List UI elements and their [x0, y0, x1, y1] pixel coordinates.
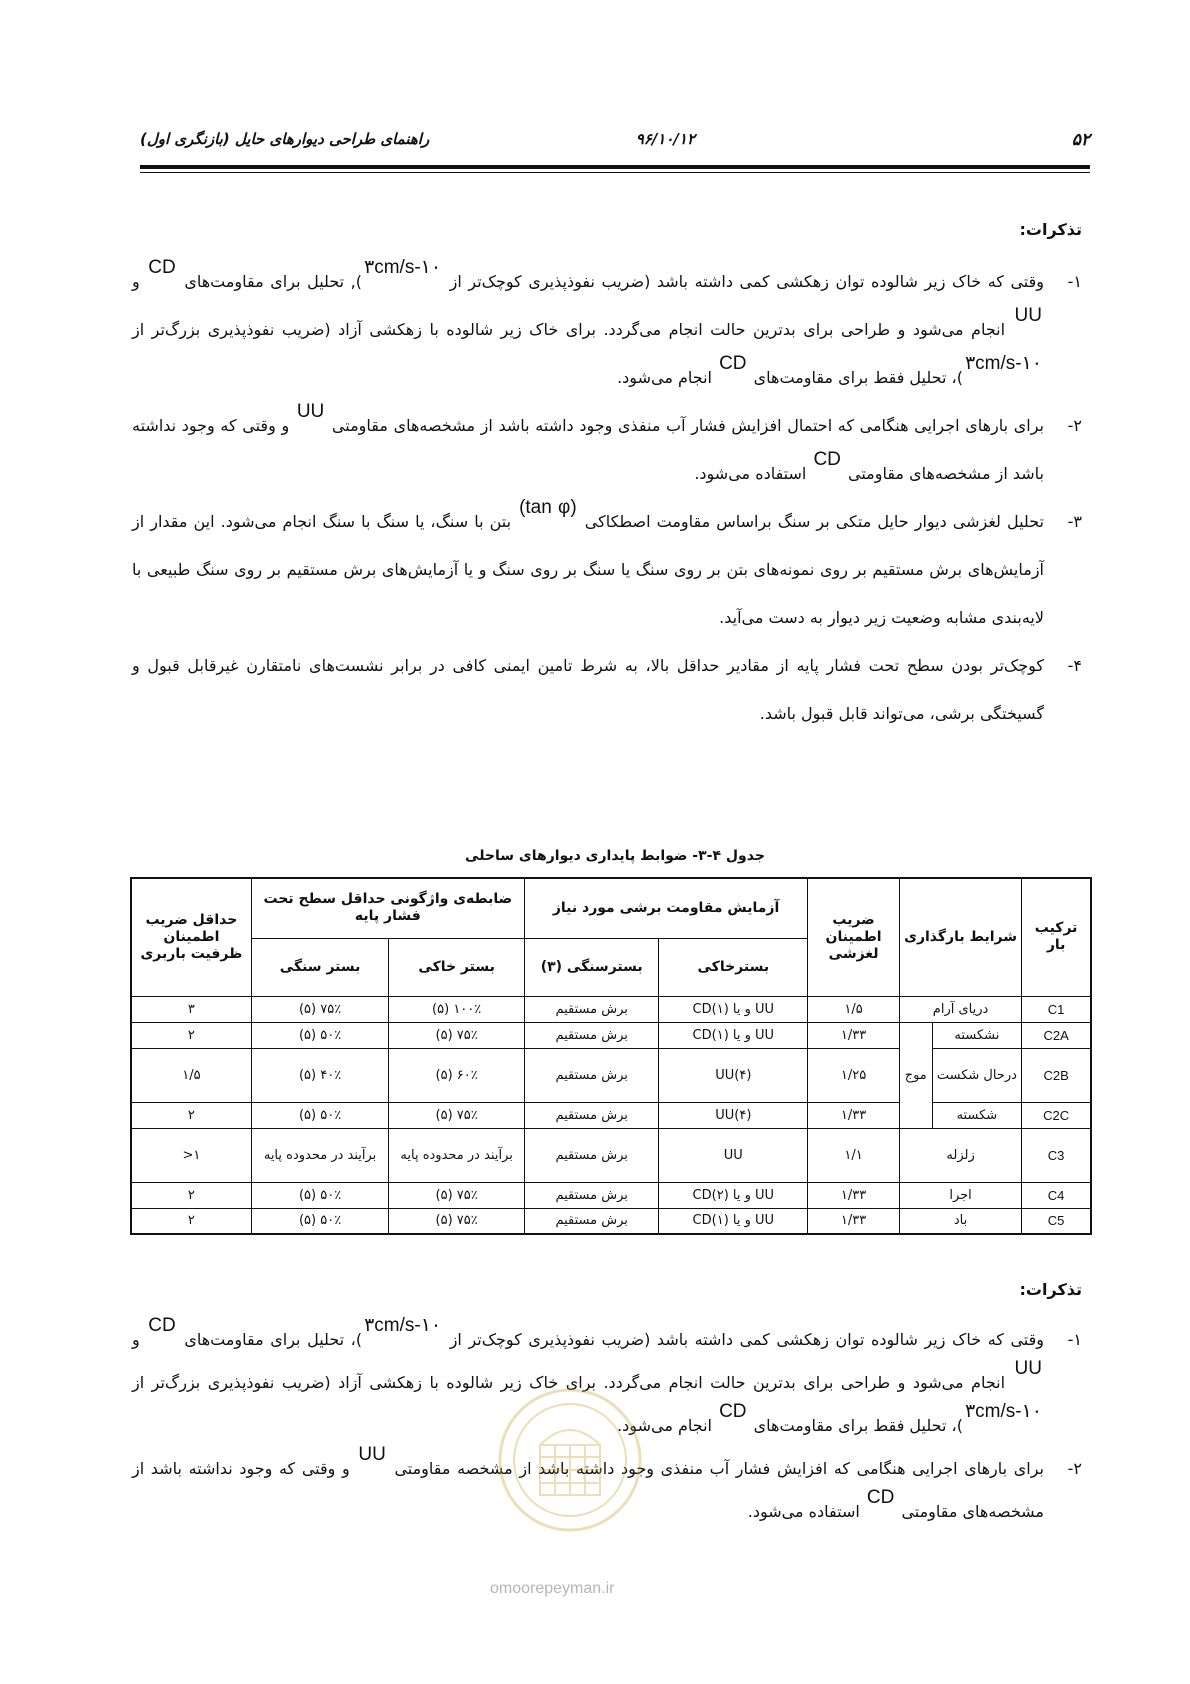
note-text: وقتی که خاک زیر شالوده توان زهکشی کمی داشته باشد (ضریب نفوذپذیری کوچک‌تر از	[443, 272, 1045, 291]
note-term: ۱۰-۳cm/s	[964, 1401, 1042, 1422]
note-text: کوچک‌تر بودن سطح تحت فشار پایه از مقادیر حداقل بالا، به شرط تامین ایمنی کافی در برابر نشست‌های نامتقارن غیرقابل قبول و گسیختگی برشی، می‌تواند قابل قبول باشد.	[132, 656, 1044, 723]
cell-condition: اجرا	[899, 1182, 1021, 1208]
cell-combo: C1	[1022, 996, 1091, 1022]
note-text: انجام می‌شود.	[617, 368, 718, 387]
cell-overturn-rock: ۷۵٪ (۵)	[251, 996, 389, 1022]
cell-overturn-soil: ۷۵٪ (۵)	[389, 1102, 525, 1128]
header-conditions: شرایط بارگذاری	[899, 878, 1021, 996]
header-rock-bed-2: بستر سنگی	[251, 938, 389, 996]
cell-bearing-fs: ۱<	[131, 1128, 251, 1182]
note-term: (tan φ)	[519, 497, 577, 518]
note-term: CD	[719, 1401, 747, 1422]
cell-overturn-rock: ۴۰٪ (۵)	[251, 1048, 389, 1102]
cell-rock-test: برش مستقیم	[524, 1102, 659, 1128]
header-title: راهنمای طراحی دیوارهای حایل (بازنگری اول)	[140, 130, 430, 148]
note-text: )، تحلیل فقط برای مقاومت‌های	[748, 368, 963, 387]
cell-overturn-soil: ۷۵٪ (۵)	[389, 1182, 525, 1208]
cell-combo: C5	[1022, 1208, 1091, 1234]
note-term: CD	[719, 353, 747, 374]
cell-slide-fs: ۱/۳۳	[808, 1022, 900, 1048]
header-soil-bed-2: بستر خاکی	[389, 938, 525, 996]
note-term: CD	[148, 257, 176, 278]
note-term: UU	[1014, 1358, 1042, 1379]
cell-bearing-fs: ۲	[131, 1182, 251, 1208]
cell-bearing-fs: ۳	[131, 996, 251, 1022]
header-rule-thin	[140, 172, 1090, 173]
header-bearing-fs: حداقل ضریب اطمینان ظرفیت باربری	[131, 878, 251, 996]
table-row	[131, 1102, 1091, 1128]
cell-rock-test: برش مستقیم	[524, 996, 659, 1022]
cell-slide-fs: ۱/۵	[808, 996, 900, 1022]
note-text: انجام می‌شود و طراحی برای بدترین حالت انجام می‌گردد. برای خاک زیر شالوده با زهکشی آزاد (ضریب نفوذپذیری بزرگ‌تر از	[132, 320, 1013, 339]
note-text: بتن با سنگ، یا سنگ با سنگ انجام می‌شود. این مقدار از آزمایش‌های برش مستقیم بر روی نمونه‌های بتن بر روی سنگ یا سنگ بر روی سنگ و یا آزمایش‌های برش مستقیم بر روی سنگ طبیعی با لایه‌بندی مشابه وضعیت زیر دیوار به دست می‌آید.	[132, 512, 1044, 627]
watermark-text: omoorepeyman.ir	[490, 1580, 615, 1597]
cell-condition: دریای آرام	[899, 996, 1021, 1022]
table-row	[131, 1022, 1091, 1048]
note-number: ۱-	[1067, 1330, 1082, 1349]
header-overturn: ضابطه‌ی واژگونی حداقل سطح تحت فشار پایه	[251, 878, 524, 938]
cell-soil-test: UU	[659, 1128, 808, 1182]
cell-overturn-soil: ۷۵٪ (۵)	[389, 1022, 525, 1048]
header-rule-thick	[140, 165, 1090, 169]
note-item	[132, 498, 1082, 642]
page-number: ۵۲	[1071, 130, 1090, 150]
table-caption: جدول ۴-۳- ضوابط پایداری دیوارهای ساحلی	[465, 848, 765, 864]
header-combo: ترکیب بار	[1022, 878, 1091, 996]
note-text: استفاده می‌شود.	[694, 464, 812, 483]
note-item	[132, 258, 1082, 402]
header-shear-test: آزمایش مقاومت برشی مورد نیاز	[524, 878, 807, 938]
cell-wave: موج	[899, 1022, 932, 1128]
cell-soil-test: UU(۴)	[659, 1102, 808, 1128]
table-row	[131, 1208, 1091, 1234]
cell-combo: C2C	[1022, 1102, 1091, 1128]
note-text: تحلیل لغزشی دیوار حایل متکی بر سنگ براساس مقاومت اصطکاکی	[578, 512, 1045, 531]
note-item	[132, 642, 1082, 738]
note-term: UU	[1014, 305, 1042, 326]
cell-combo: C2B	[1022, 1048, 1091, 1102]
note-text: و	[132, 1330, 147, 1349]
note-text: ), تحلیل برای مقاومت‌های	[177, 272, 363, 291]
note-text: وقتی که خاک زیر شالوده توان زهکشی کمی داشته باشد (ضریب نفوذپذیری کوچک‌تر از	[443, 1330, 1045, 1349]
stability-criteria-table	[130, 877, 1092, 1235]
cell-overturn-soil: ۶۰٪ (۵)	[389, 1048, 525, 1102]
header-slide-fs: ضریب اطمینان لغزشی	[808, 878, 900, 996]
cell-combo: C4	[1022, 1182, 1091, 1208]
cell-rock-test: برش مستقیم	[524, 1128, 659, 1182]
cell-bearing-fs: ۲	[131, 1022, 251, 1048]
note-number: ۲-	[1067, 1459, 1082, 1478]
cell-overturn-soil: برآیند در محدوده پایه	[389, 1128, 525, 1182]
note-text: و وقتی که وجود نداشته باشد از مشخصه‌های مقاومتی	[132, 416, 1044, 483]
cell-bearing-fs: ۱/۵	[131, 1048, 251, 1102]
note-number: ۴-	[1067, 656, 1082, 675]
cell-soil-test: UU و یا CD(۲)	[659, 1182, 808, 1208]
cell-soil-test: UU و یا CD(۱)	[659, 1022, 808, 1048]
cell-overturn-soil: ۱۰۰٪ (۵)	[389, 996, 525, 1022]
cell-overturn-rock: ۵۰٪ (۵)	[251, 1182, 389, 1208]
header-rock-bed: بسترسنگی (۳)	[524, 938, 659, 996]
cell-rock-test: برش مستقیم	[524, 1208, 659, 1234]
note-text: )، تحلیل برای مقاومت‌های	[177, 1330, 363, 1349]
cell-combo: C2A	[1022, 1022, 1091, 1048]
note-item	[132, 402, 1082, 498]
cell-bearing-fs: ۲	[131, 1208, 251, 1234]
note-text: استفاده می‌شود.	[747, 1502, 865, 1521]
note-number: ۲-	[1067, 416, 1082, 435]
cell-bearing-fs: ۲	[131, 1102, 251, 1128]
note-number: ۱-	[1067, 272, 1082, 291]
cell-rock-test: برش مستقیم	[524, 1022, 659, 1048]
note-text: )، تحلیل فقط برای مقاومت‌های	[748, 1416, 963, 1435]
watermark-seal-icon	[495, 1385, 645, 1535]
cell-combo: C3	[1022, 1128, 1091, 1182]
table-row	[131, 1048, 1091, 1102]
cell-rock-test: برش مستقیم	[524, 1048, 659, 1102]
cell-overturn-soil: ۷۵٪ (۵)	[389, 1208, 525, 1234]
cell-rock-test: برش مستقیم	[524, 1182, 659, 1208]
header-soil-bed: بسترخاکی	[659, 938, 808, 996]
cell-slide-fs: ۱/۱	[808, 1128, 900, 1182]
cell-slide-fs: ۱/۲۵	[808, 1048, 900, 1102]
cell-overturn-rock: ۵۰٪ (۵)	[251, 1022, 389, 1048]
note-term: UU	[358, 1444, 386, 1465]
cell-condition: درحال شکست	[932, 1048, 1022, 1102]
note-term: UU	[296, 401, 325, 422]
note-text: برای بارهای اجرایی هنگامی که احتمال افزایش فشار آب منفذی وجود داشته باشد از مشخصه‌های مقاومتی	[326, 416, 1044, 435]
page-header	[140, 130, 1090, 160]
notes-heading: تذکرات:	[1019, 220, 1082, 239]
cell-condition: نشکسته	[932, 1022, 1022, 1048]
note-text: برای بارهای اجرایی هنگامی که افزایش فشار آب منفذی وجود داشته باشد از مشخصه مقاومتی	[387, 1459, 1045, 1478]
cell-overturn-rock: ۵۰٪ (۵)	[251, 1208, 389, 1234]
note-term: CD	[866, 1487, 895, 1508]
table-row	[131, 1128, 1091, 1182]
note-term: ۱۰-۳cm/s	[364, 1315, 442, 1336]
note-text: انجام می‌شود و طراحی برای بدترین حالت انجام می‌گردد. برای خاک زیر شالوده با زهکشی آزاد (ضریب نفوذپذیری بزرگ‌تر از	[132, 1373, 1013, 1392]
table-row	[131, 996, 1091, 1022]
cell-soil-test: UU و یا CD(۱)	[659, 1208, 808, 1234]
note-term: CD	[813, 449, 841, 470]
note-text: انجام می‌شود.	[617, 1416, 718, 1435]
cell-slide-fs: ۱/۳۳	[808, 1182, 900, 1208]
note-text: و	[132, 272, 147, 291]
cell-condition: زلزله	[899, 1128, 1021, 1182]
cell-condition: شکسته	[932, 1102, 1022, 1128]
note-term: CD	[148, 1315, 176, 1336]
cell-soil-test: UU و یا CD(۱)	[659, 996, 808, 1022]
note-text: و وقتی که وجود نداشته باشد از مشخصه‌های مقاومتی	[132, 1459, 1044, 1521]
table-row	[131, 1182, 1091, 1208]
cell-overturn-rock: برآیند در محدوده پایه	[251, 1128, 389, 1182]
cell-slide-fs: ۱/۳۳	[808, 1208, 900, 1234]
note-term: ۱۰-۳cm/s	[964, 353, 1042, 374]
cell-slide-fs: ۱/۳۳	[808, 1102, 900, 1128]
header-date: ۹۶/۱۰/۱۲	[635, 130, 695, 148]
note-term: ۱۰-۳cm/s	[364, 257, 442, 278]
cell-overturn-rock: ۵۰٪ (۵)	[251, 1102, 389, 1128]
notes-list	[132, 258, 1082, 738]
notes-heading-2: تذکرات:	[1019, 1280, 1082, 1299]
cell-soil-test: UU(۴)	[659, 1048, 808, 1102]
note-number: ۳-	[1067, 512, 1082, 531]
cell-condition: باد	[899, 1208, 1021, 1234]
